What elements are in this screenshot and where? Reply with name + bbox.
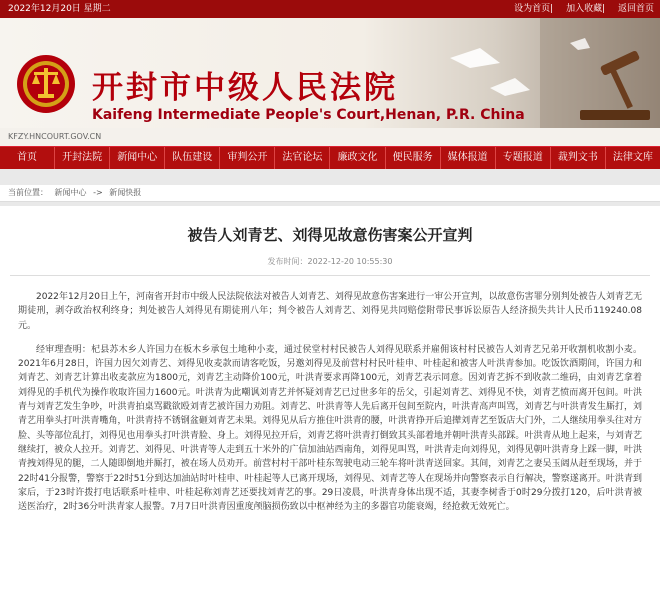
article-paragraph: 经审理查明：杞县苏木乡人许国力在板木乡承包土地种小麦，通过侯堂村村民被告人刘得见联系并雇佣该村村民被告人刘青艺兄弟开收割机收割小麦。2021年6月28日，许国力因欠刘青艺、刘得见收麦款而请客吃饭，另邀刘得见及前营村村民叶桂申、叶桂起和被害人叶洪青参加。吃饭饮酒期间，许国力和刘青艺、刘青艺计算出收麦款应为1800元，刘青艺主动降价100元，叶洪青要求再降100元，刘青艺表示同意。因刘青艺拆不到收款二维码，由刘青艺拿着刘得见的手机代为操作收取许国力1600元。叶洪青为此嘲讽刘青艺并怀疑刘青艺已过世多年的岳父，引起刘青艺、刘得见不快，刘青艺愤而离开包间。叶洪青与刘青艺发生争吵，叶洪青拍桌骂戳欲殴刘青艺被许国力劝阻。刘青艺、叶洪青等人先后离开包间至院内，叶洪青高声叫骂，刘青艺与叶洪青发生厮打，刘青艺用拳头打叶洪青嘴角，叶洪青持不锈钢盆砸刘青艺未果。刘得见从后方推住叶洪青的腰，叶洪青挣开后追撵刘青艺至饭店大门外，二人继续用拳头往对方脸、头等部位乱打，刘得见也用拳头打叶洪青脸、身上。刘得见拉开后，刘青艺将叶洪青打倒致其头部着地并朝叶洪青头部踩。叶洪青从地上起来，与刘青艺继续打，被众人拉开。刘青艺、刘得见、叶洪青等人走到五十米外的广信加油站西南角，刘得见叫骂，叶洪青走向刘得见，刘得见朝叶洪青身上踩一脚，叶洪青拽刘得见的腿，二人随即倒地并厮打，被在场人员劝开。前营村村干部叶桂东驾驶电动三轮车将叶洪青送回家。其间，刘青艺之妻吴玉阔从赶至现场，并于22时41分报警，警察于22时51分到达加油站时叶桂申、叶桂起等人已离开现场，刘得见、刘青艺等人在现场并向警察表示自行解决，警察遂离开。叶洪青到家后，于23时许拨打电话联系叶桂申、叶桂起称刘青艺还要找刘青艺的事。29日凌晨，叶洪青身体出现不适，其妻李树香于0时29分拨打120，后叶洪青被送医治疗，2时36分叶洪青家人报警。7月7日叶洪青因重度颅脑损伤致以中枢神经为主的多器官功能衰竭，经抢救无效死亡。 <box>18 344 642 513</box>
divider <box>10 275 650 276</box>
breadcrumb-label: 当前位置： <box>8 188 48 197</box>
nav-news-center[interactable]: 新闻中心 <box>110 147 165 169</box>
add-favorite-link[interactable]: 加入收藏 <box>566 4 603 14</box>
breadcrumb <box>0 185 660 202</box>
nav-home[interactable]: 首页 <box>0 147 55 169</box>
nav-team-building[interactable]: 队伍建设 <box>165 147 220 169</box>
site-domain: KFZY.HNCOURT.GOV.CN <box>8 132 102 141</box>
nav-judgment-documents[interactable]: 裁判文书 <box>551 147 606 169</box>
article-paragraph: 2022年12月20日上午，河南省开封市中级人民法院依法对被告人刘青艺、刘得见故意伤害案进行一审公开宣判，以故意伤害罪分别判处被告人刘青艺无期徒刑，剥夺政治权利终身；判处被告人刘得见有期徒刑八年；判令被告人刘青艺、刘得见共同赔偿附带民事诉讼原告人经济损失共计人民币119240.08元。 <box>18 292 642 331</box>
nav-integrity-culture[interactable]: 廉政文化 <box>330 147 385 169</box>
nav-special-reports[interactable]: 专题报道 <box>496 147 551 169</box>
nav-kaifeng-court[interactable]: 开封法院 <box>55 147 110 169</box>
court-emblem-icon <box>16 54 76 114</box>
article-title: 被告人刘青艺、刘得见故意伤害案公开宣判 <box>187 226 473 244</box>
site-title-english: Kaifeng Intermediate People's Court,Henan, P.R. China <box>92 107 525 123</box>
article-publish-time: 发布时间：2022-12-20 10:55:30 <box>267 257 393 266</box>
set-homepage-link[interactable]: 设为首页 <box>514 4 551 14</box>
breadcrumb-separator: -> <box>93 188 103 197</box>
breadcrumb-news-flash[interactable]: 新闻快报 <box>109 188 142 197</box>
article-content <box>0 206 660 608</box>
site-banner <box>0 18 660 128</box>
nav-media-reports[interactable]: 媒体报道 <box>441 147 496 169</box>
breadcrumb-news-center[interactable]: 新闻中心 <box>54 188 87 197</box>
top-links: 设为首页| 加入收藏| 返回首页 <box>514 4 654 14</box>
main-nav <box>0 146 660 169</box>
top-bar <box>0 0 660 18</box>
nav-trial-openness[interactable]: 审判公开 <box>220 147 275 169</box>
current-date: 2022年12月20日 星期二 <box>8 4 111 14</box>
nav-public-service[interactable]: 便民服务 <box>386 147 441 169</box>
site-title: 开封市中级人民法院 <box>92 70 398 106</box>
back-home-link[interactable]: 返回首页 <box>617 4 654 14</box>
nav-judge-forum[interactable]: 法官论坛 <box>275 147 330 169</box>
spacer-strip <box>0 169 660 185</box>
nav-law-library[interactable]: 法律文库 <box>612 152 653 163</box>
